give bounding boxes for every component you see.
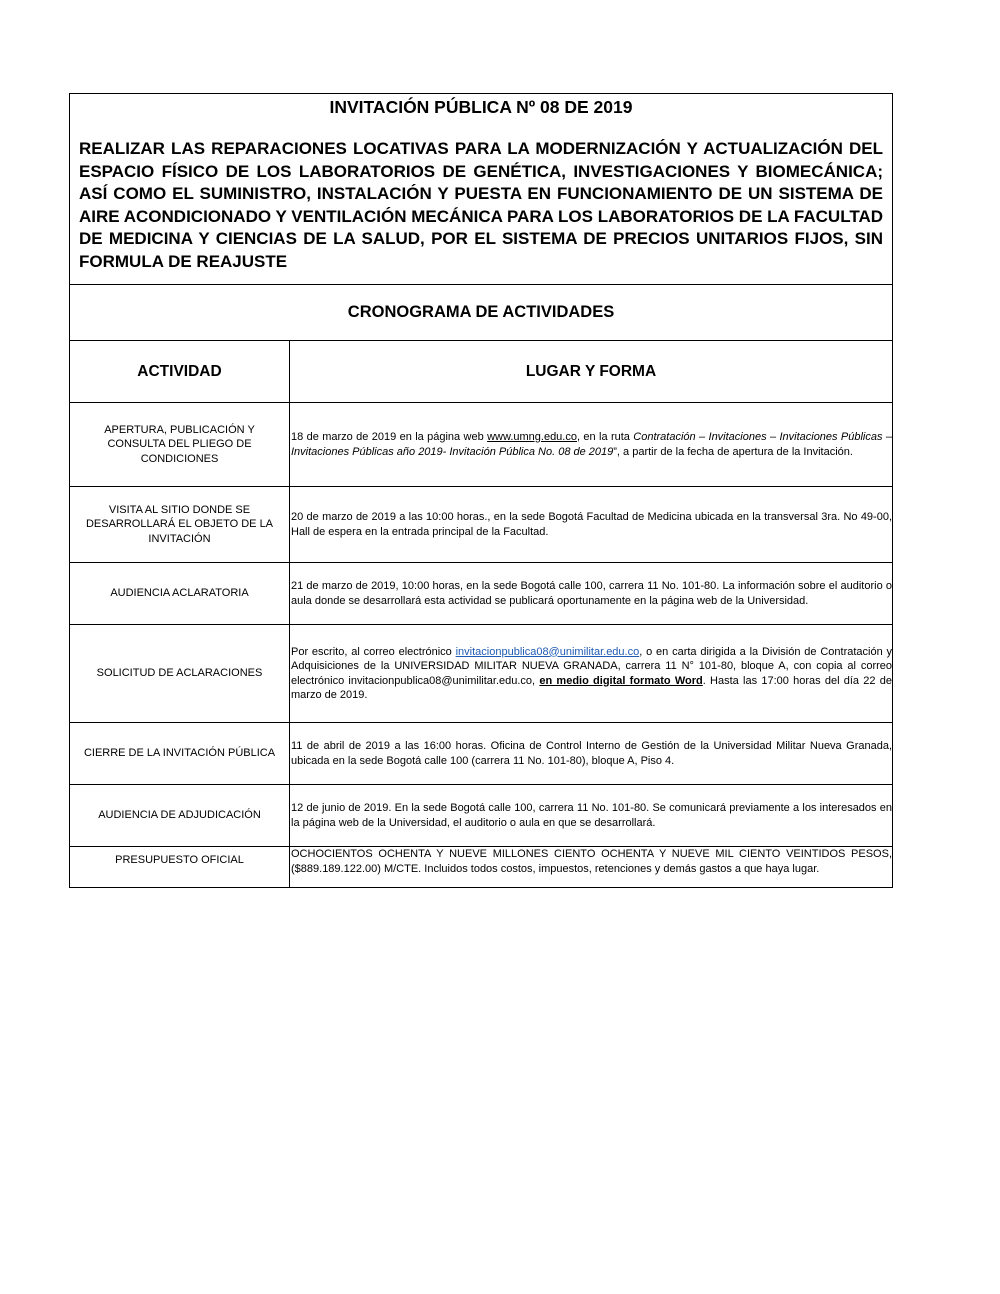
website-link[interactable]: www.umng.edu.co [487, 431, 577, 443]
place-cell: 12 de junio de 2019. En la sede Bogotá calle 100, carrera 11 No. 101-80. Se comunicará previamente a los interesados en la página web de la Universidad, el auditorio o aula en que se desarrollará. [290, 785, 893, 847]
document-page [69, 93, 892, 888]
section-row [70, 285, 893, 341]
activity-cell: AUDIENCIA DE ADJUDICACIÓN [70, 785, 290, 847]
activity-cell: VISITA AL SITIO DONDE SE DESARROLLARÁ EL OBJETO DE LA INVITACIÓN [70, 487, 290, 563]
activity-cell: SOLICITUD DE ACLARACIONES [70, 625, 290, 723]
route-text: Contratación – Invitaciones – Invitaciones Públicas – Invitaciones Públicas año 2019- Invitación Pública No. 08 de 2019 [291, 431, 892, 458]
column-header-place: LUGAR Y FORMA [290, 341, 893, 403]
column-header-activity: ACTIVIDAD [70, 341, 290, 403]
header-cell [70, 94, 893, 285]
table-row [70, 625, 893, 723]
activity-cell: PRESUPUESTO OFICIAL [70, 847, 290, 888]
text-segment: 18 de marzo de 2019 en la página web [291, 431, 488, 443]
place-cell: OCHOCIENTOS OCHENTA Y NUEVE MILLONES CIENTO OCHENTA Y NUEVE MIL CIENTO VEINTIDOS PESOS, ($889.189.122.00) M/CTE. Incluidos todos costos, impuestos, retenciones y demás gastos a que haya lugar. [290, 847, 893, 888]
column-header-row [70, 341, 893, 403]
table-row [70, 847, 893, 888]
table-row [70, 403, 893, 487]
table-row [70, 563, 893, 625]
schedule-table [69, 93, 893, 888]
text-segment: ”, a partir de la fecha de apertura de la Invitación. [613, 445, 853, 458]
section-title: CRONOGRAMA DE ACTIVIDADES [70, 285, 893, 341]
activity-cell: CIERRE DE LA INVITACIÓN PÚBLICA [70, 723, 290, 785]
place-cell: 20 de marzo de 2019 a las 10:00 horas., en la sede Bogotá Facultad de Medicina ubicada en la transversal 3ra. No 49-00, Hall de espera en la entrada principal de la Facultad. [290, 487, 893, 563]
activity-cell: APERTURA, PUBLICACIÓN Y CONSULTA DEL PLIEGO DE CONDICIONES [70, 403, 290, 487]
document-title: INVITACIÓN PÚBLICA Nº 08 DE 2019 [329, 97, 633, 117]
place-cell: 11 de abril de 2019 a las 16:00 horas. Oficina de Control Interno de Gestión de la Universidad Militar Nueva Granada, ubicada en la sede Bogotá calle 100 (carrera 11 No. 101-80), bloque A, Piso 4. [290, 723, 893, 785]
place-cell [290, 403, 893, 487]
header-row [70, 94, 893, 285]
text-segment: Por escrito, al correo electrónico [291, 645, 456, 658]
place-cell [290, 625, 893, 723]
text-segment: . Hasta las 17:00 horas del día 22 de marzo de 2019. [291, 674, 892, 701]
email-link[interactable]: invitacionpublica08@unimilitar.edu.co [455, 645, 640, 658]
table-row [70, 785, 893, 847]
text-segment: , o en carta dirigida a la División de Contratación y Adquisiciones de la UNIVERSIDAD MILITAR NUEVA GRANADA, carrera 11 N° 101-80, bloque A, con copia al correo electrónico invitacionpublica08@unimilitar.edu.co, [291, 645, 893, 687]
table-row [70, 723, 893, 785]
document-subject: REALIZAR LAS REPARACIONES LOCATIVAS PARA LA MODERNIZACIÓN Y ACTUALIZACIÓN DEL ESPACIO FÍSICO DE LOS LABORATORIOS DE GENÉTICA, INVESTIGACIONES Y BIOMECÁNICA; ASÍ COMO EL SUMINISTRO, INSTALACIÓN Y PUESTA EN FUNCIONAMIENTO DE UN SISTEMA DE AIRE ACONDICIONADO Y VENTILACIÓN MECÁNICA PARA LOS LABORATORIOS DE LA FACULTAD DE MEDICINA Y CIENCIAS DE LA SALUD, POR EL SISTEMA DE PRECIOS UNITARIOS FIJOS, SIN FORMULA DE REAJUSTE [79, 139, 884, 271]
emphasis-text: en medio digital formato Word [539, 674, 703, 687]
activity-cell: AUDIENCIA ACLARATORIA [70, 563, 290, 625]
table-row [70, 487, 893, 563]
place-cell: 21 de marzo de 2019, 10:00 horas, en la sede Bogotá calle 100, carrera 11 No. 101-80. La información sobre el auditorio o aula donde se desarrollará esta actividad se publicará oportunamente en la página web de la Universidad. [290, 563, 893, 625]
text-segment: , en la ruta [576, 431, 634, 443]
